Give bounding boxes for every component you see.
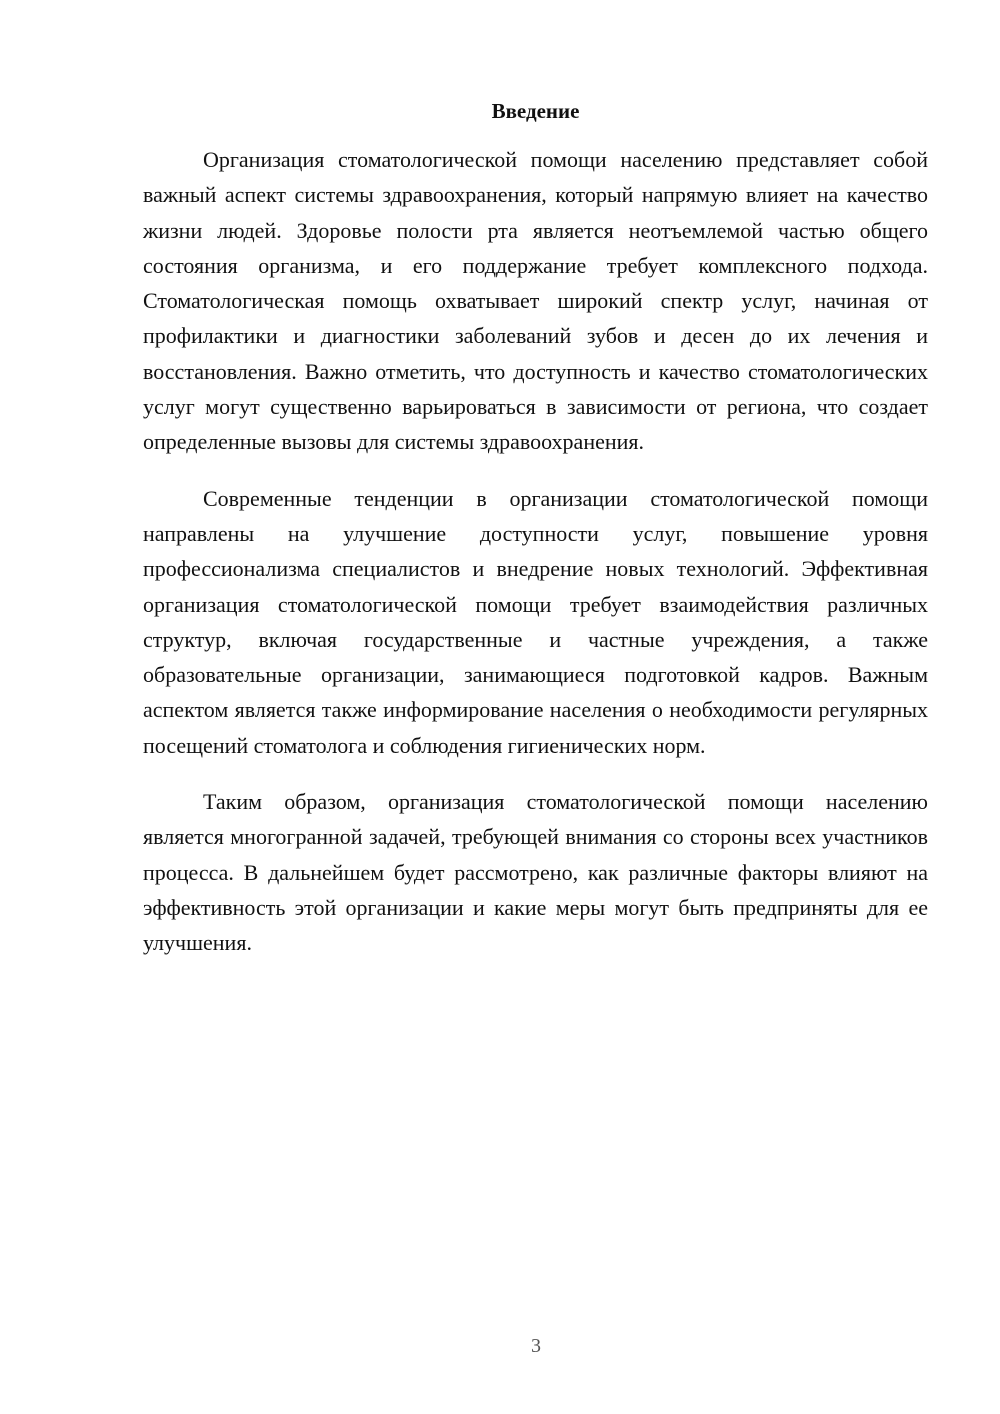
paragraph-1: Организация стоматологической помощи населению представляет собой важный аспект системы здравоохранения, который напрямую влияет на качество жизни людей. Здоровье полости рта является неотъемлемой частью общего состояния организма, и его поддержание требует комплексного подхода. Стоматологическая помощь охватывает широкий спектр услуг, начиная от профилактики и диагностики заболеваний зубов и десен до их лечения и восстановления. Важно отметить, что доступность и качество стоматологических услуг могут существенно варьироваться в зависимости от региона, что создает определенные вызовы для системы здравоохранения. (143, 147, 928, 455)
section-title: Введение (491, 99, 580, 123)
page-number: 3 (531, 1335, 541, 1357)
paragraph-3: Таким образом, организация стоматологической помощи населению является многогранной задачей, требующей внимания со стороны всех участников процесса. В дальнейшем будет рассмотрено, как различные факторы влияют на эффективность этой организации и какие меры могут быть предприняты для ее улучшения. (143, 789, 928, 956)
body-text (143, 142, 928, 982)
paragraph-2: Современные тенденции в организации стоматологической помощи направлены на улучшение доступности услуг, повышение уровня профессионализма специалистов и внедрение новых технологий. Эффективная организация стоматологической помощи требует взаимодействия различных структур, включая государственные и частные учреждения, а также образовательные организации, занимающиеся подготовкой кадров. Важным аспектом является также информирование населения о необходимости регулярных посещений стоматолога и соблюдения гигиенических норм. (143, 485, 928, 758)
